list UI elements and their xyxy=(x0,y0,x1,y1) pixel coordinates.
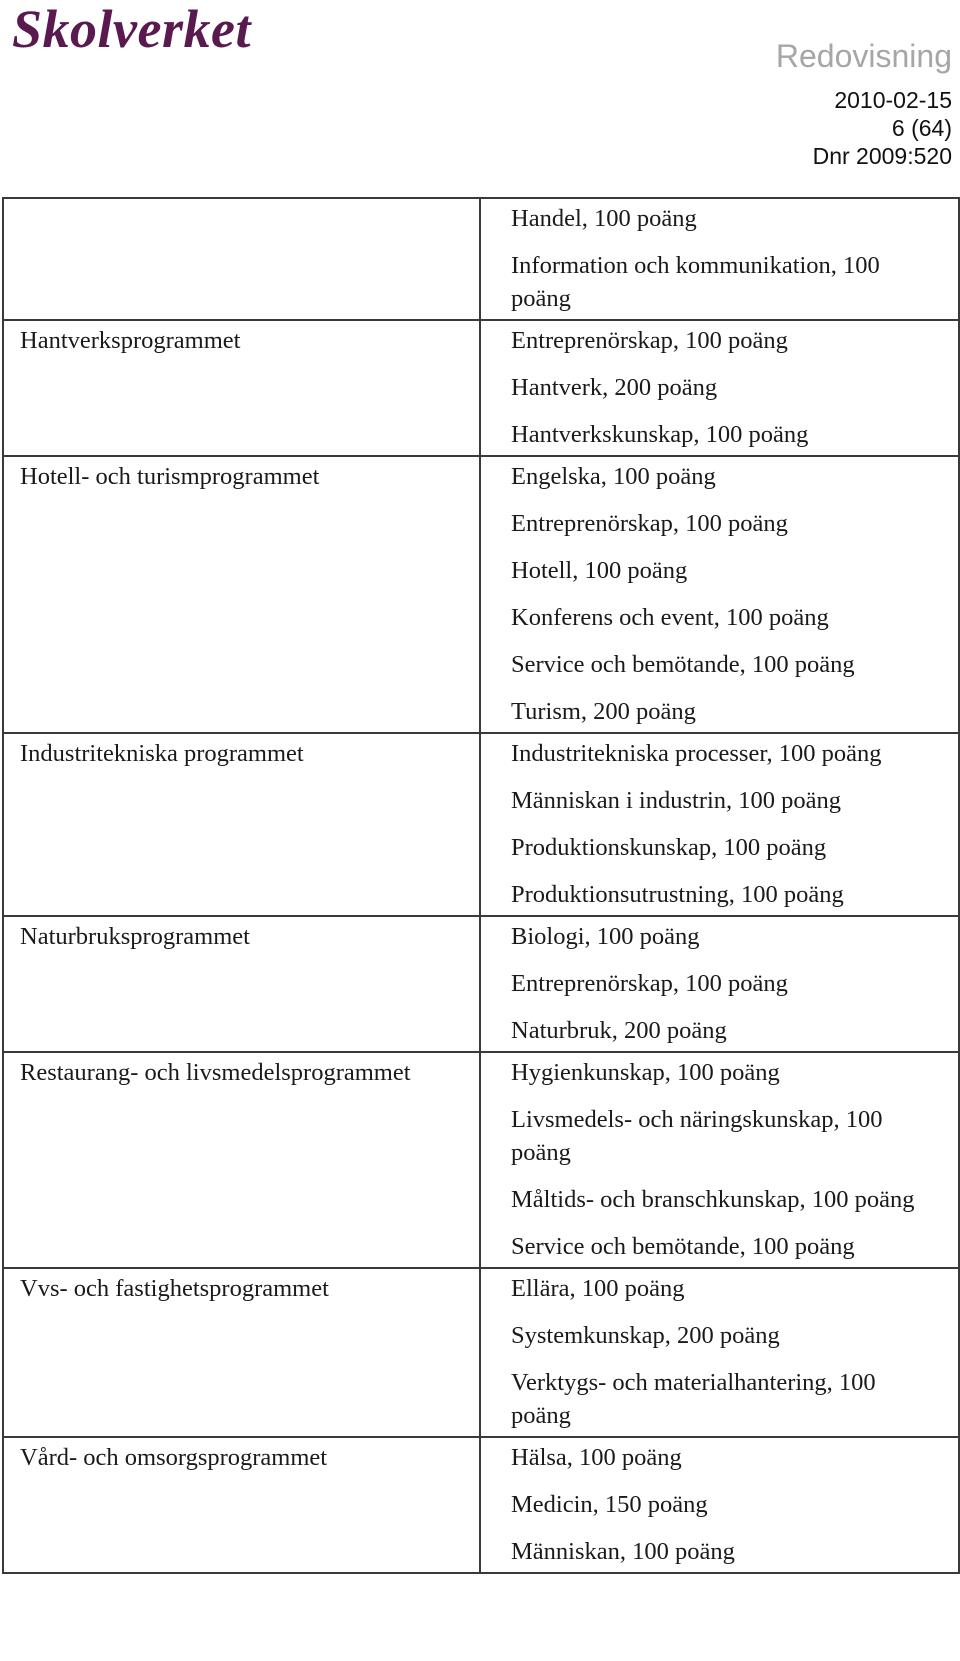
course-item: Medicin, 150 poäng xyxy=(511,1491,708,1518)
course-item: Ellära, 100 poäng xyxy=(511,1275,685,1302)
program-courses xyxy=(480,733,959,916)
course-item: Handel, 100 poäng xyxy=(511,205,697,232)
course-item: Entreprenörskap, 100 poäng xyxy=(511,510,788,537)
program-row xyxy=(3,733,959,916)
course-item: Produktionsutrustning, 100 poäng xyxy=(511,881,844,908)
course-item: Livsmedels- och näringskunskap, 100 poäng xyxy=(511,1106,883,1166)
skolverket-logo: Skolverket xyxy=(12,0,251,59)
course-item: Verktygs- och materialhantering, 100 poäng xyxy=(511,1369,876,1429)
course-item: Människan i industrin, 100 poäng xyxy=(511,787,842,814)
course-item: Hygienkunskap, 100 poäng xyxy=(511,1059,780,1086)
course-item: Engelska, 100 poäng xyxy=(511,463,716,490)
course-item: Hantverk, 200 poäng xyxy=(511,374,718,401)
registration-number: Dnr 2009:520 xyxy=(812,143,952,169)
program-name xyxy=(3,198,480,320)
document-type: Redovisning xyxy=(775,38,952,74)
document-date: 2010-02-15 xyxy=(834,87,952,113)
program-courses xyxy=(480,1268,959,1437)
course-item: Entreprenörskap, 100 poäng xyxy=(511,327,788,354)
course-item: Naturbruk, 200 poäng xyxy=(511,1017,727,1044)
course-item: Turism, 200 poäng xyxy=(511,698,696,725)
course-item: Måltids- och branschkunskap, 100 poäng xyxy=(511,1186,915,1213)
program-row xyxy=(3,1052,959,1268)
program-courses xyxy=(480,1437,959,1573)
program-name: Industritekniska programmet xyxy=(3,733,480,916)
program-courses xyxy=(480,1052,959,1268)
program-row xyxy=(3,1268,959,1437)
program-name: Vård- och omsorgsprogrammet xyxy=(3,1437,480,1573)
course-item: Biologi, 100 poäng xyxy=(511,923,700,950)
course-item: Entreprenörskap, 100 poäng xyxy=(511,970,788,997)
program-row xyxy=(3,320,959,456)
program-courses xyxy=(480,198,959,320)
program-row xyxy=(3,916,959,1052)
program-name: Restaurang- och livsmedelsprogrammet xyxy=(3,1052,480,1268)
course-item: Hotell, 100 poäng xyxy=(511,557,688,584)
program-courses xyxy=(480,456,959,733)
program-courses-table xyxy=(2,197,960,1574)
program-name: Hantverksprogrammet xyxy=(3,320,480,456)
course-item: Service och bemötande, 100 poäng xyxy=(511,651,855,678)
course-item: Hantverkskunskap, 100 poäng xyxy=(511,421,809,448)
course-item: Hälsa, 100 poäng xyxy=(511,1444,682,1471)
course-item: Produktionskunskap, 100 poäng xyxy=(511,834,827,861)
page-number: 6 (64) xyxy=(891,115,952,141)
course-item: Systemkunskap, 200 poäng xyxy=(511,1322,780,1349)
course-item: Konferens och event, 100 poäng xyxy=(511,604,829,631)
program-courses xyxy=(480,320,959,456)
course-item: Industritekniska processer, 100 poäng xyxy=(511,740,882,767)
course-item: Människan, 100 poäng xyxy=(511,1538,735,1565)
program-name: Hotell- och turismprogrammet xyxy=(3,456,480,733)
program-row xyxy=(3,198,959,320)
program-courses xyxy=(480,916,959,1052)
program-row xyxy=(3,456,959,733)
program-name: Vvs- och fastighetsprogrammet xyxy=(3,1268,480,1437)
course-item: Service och bemötande, 100 poäng xyxy=(511,1233,855,1260)
course-item: Information och kommunikation, 100 poäng xyxy=(511,252,880,312)
program-row xyxy=(3,1437,959,1573)
program-name: Naturbruksprogrammet xyxy=(3,916,480,1052)
document-meta xyxy=(813,86,952,170)
